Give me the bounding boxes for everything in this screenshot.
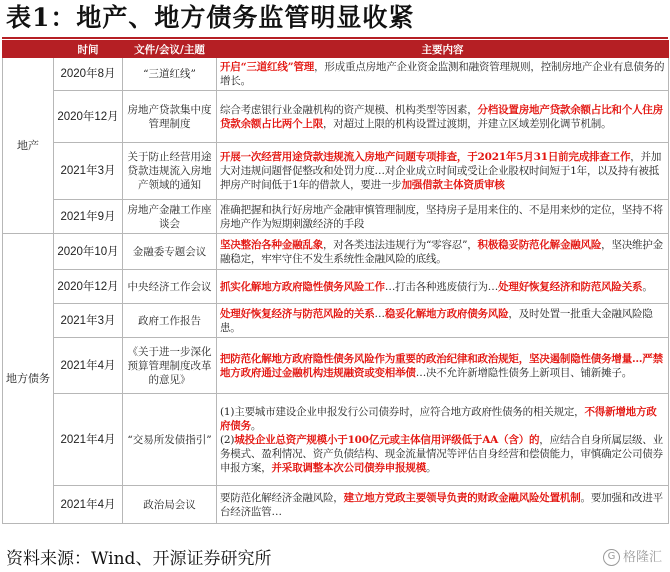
content-text: ，对超过上限的机构设置过渡期，并建立区域差别化调节机制。 <box>323 117 612 130</box>
row-content <box>217 338 669 394</box>
watermark-text: 格隆汇 <box>622 550 662 565</box>
watermark-logo-icon: G <box>603 549 620 566</box>
header-time: 时间 <box>54 41 123 58</box>
row-content <box>217 270 669 304</box>
row-content <box>217 394 669 486</box>
content-text: ，应结合自身所属层级、业务模式、盈利情况、资产负债结构、现金流量情况等评估自身经营和偿债能力，审慎确定公司债券申报方案， <box>220 433 663 474</box>
highlight-text: 稳妥化解地方政府债务风险 <box>384 307 509 320</box>
highlight-text: 加强借款主体资质审核 <box>401 179 505 191</box>
content-text: ，坚决维护金融稳定，牢牢守住不发生系统性金融风险的底线。 <box>220 238 663 265</box>
row-time: 2020年12月 <box>54 270 123 304</box>
highlight-text: 抓实化解地方政府隐性债务风险工作 <box>220 280 385 293</box>
content-text: 综合考虑银行业金融机构的资产规模、机构类型等因素， <box>220 103 478 116</box>
highlight-text: 并采取调整本次公司债券申报规模 <box>271 461 426 474</box>
row-content <box>217 234 669 270</box>
row-content <box>217 58 669 91</box>
source-note: 资料来源：Wind、开源证券研究所 <box>6 549 272 569</box>
highlight-text: 积极稳妥防范化解金融风险 <box>477 238 602 251</box>
title-divider <box>2 37 668 39</box>
row-time: 2021年9月 <box>54 200 123 234</box>
header-category <box>3 41 54 58</box>
table-row <box>3 486 669 524</box>
content-text: 。 <box>642 280 653 293</box>
highlight-text: 坚决整治各种金融乱象 <box>220 238 323 251</box>
page-title: 表1：地产、地方债务监管明显收紧 <box>6 3 415 32</box>
content-text: 要防范化解经济金融风险， <box>220 491 344 504</box>
row-time: 2020年10月 <box>54 234 123 270</box>
row-doc: 中央经济工作会议 <box>123 270 217 304</box>
row-content <box>217 91 669 143</box>
row-doc: 关于防止经营用途贷款违规流入房地产领域的通知 <box>123 143 217 200</box>
row-doc: “交易所发债指引” <box>123 394 217 486</box>
content-text: 准确把握和执行好房地产金融审慎管理制度，坚持房子是用来住的、不是用来炒的定位，坚持不将房地产作为短期刺激经济的手段 <box>220 203 663 230</box>
row-time: 2021年4月 <box>54 338 123 394</box>
row-time: 2021年3月 <box>54 143 123 200</box>
content-text: (2) <box>220 433 235 446</box>
highlight-text: 建立地方党政主要领导负责的财政金融风险处置机制 <box>343 491 581 504</box>
highlight-text: 处理好恢复经济与防范风险的关系 <box>220 307 375 320</box>
highlight-text: 处理好恢复经济和防范风险关系 <box>498 280 643 293</box>
category-localdebt: 地方债务 <box>3 234 54 524</box>
table-row <box>3 200 669 234</box>
row-time: 2021年4月 <box>54 394 123 486</box>
row-content <box>217 143 669 200</box>
row-time: 2021年3月 <box>54 304 123 338</box>
table-row <box>3 394 669 486</box>
content-text: 。要加强和改进平台经济监管… <box>220 491 663 518</box>
watermark <box>603 546 662 566</box>
table-row <box>3 143 669 200</box>
header-doc: 文件/会议/主题 <box>123 41 217 58</box>
highlight-text: 分档设置房地产贷款余额占比和个人住房贷款余额占比两个上限 <box>220 103 663 130</box>
row-content <box>217 304 669 338</box>
policy-table <box>2 40 669 524</box>
row-doc: 金融委专题会议 <box>123 234 217 270</box>
content-text: ，并加大对违规问题督促整改和处罚力度…对企业成立时间或受让企业股权时间短于1年，以及持有被抵押房产时间低于1年的借款人，要进一步 <box>220 151 662 191</box>
content-text: (1)主要城市建设企业申报发行公司债券时，应符合地方政府性债务的相关规定， <box>220 405 585 418</box>
table-row <box>3 91 669 143</box>
table-row <box>3 270 669 304</box>
row-doc: 政治局会议 <box>123 486 217 524</box>
row-time: 2021年4月 <box>54 486 123 524</box>
row-time: 2020年8月 <box>54 58 123 91</box>
content-text: … <box>374 307 385 320</box>
row-doc: 房地产金融工作座谈会 <box>123 200 217 234</box>
table-row <box>3 234 669 270</box>
table-header-row <box>3 41 669 58</box>
highlight-text: 开启“三道红线”管理 <box>220 61 315 73</box>
table-row <box>3 304 669 338</box>
content-text: 。 <box>250 419 262 432</box>
row-doc: 《关于进一步深化预算管理制度改革的意见》 <box>123 338 217 394</box>
highlight-text: 城投企业总资产规模小于100亿元或主体信用评级低于AA（含）的 <box>234 433 540 446</box>
row-content <box>217 200 669 234</box>
content-text: ，形成重点房地产企业资金监测和融资管理规则，控制房地产企业有息债务的增长。 <box>220 61 665 87</box>
header-content: 主要内容 <box>217 41 669 58</box>
row-time: 2020年12月 <box>54 91 123 143</box>
content-text: ，对各类违法违规行为“零容忍”， <box>323 238 478 251</box>
highlight-text: 把防范化解地方政府隐性债务风险作为重要的政治纪律和政治规矩，坚决遏制隐性债务增量…严禁地方政府通过金融机构违规融资或变相举债 <box>220 352 663 379</box>
row-content <box>217 486 669 524</box>
row-doc: “三道红线” <box>123 58 217 91</box>
content-text: 。 <box>426 461 437 474</box>
content-text: ，及时处置一批重大金融风险隐患。 <box>220 307 653 334</box>
category-realestate: 地产 <box>3 58 54 234</box>
table-row <box>3 58 669 91</box>
row-doc: 房地产贷款集中度管理制度 <box>123 91 217 143</box>
content-text: …决不允许新增隐性债务上新项目、铺新摊子。 <box>415 366 633 379</box>
row-doc: 政府工作报告 <box>123 304 217 338</box>
content-text: …打击各种逃废债行为… <box>384 280 499 293</box>
highlight-text: 开展一次经营用途贷款违规流入房地产问题专项排查，于2021年5月31日前完成排查工作 <box>220 151 631 163</box>
table-row <box>3 338 669 394</box>
highlight-text: 不得新增地方政府债务 <box>220 405 657 432</box>
